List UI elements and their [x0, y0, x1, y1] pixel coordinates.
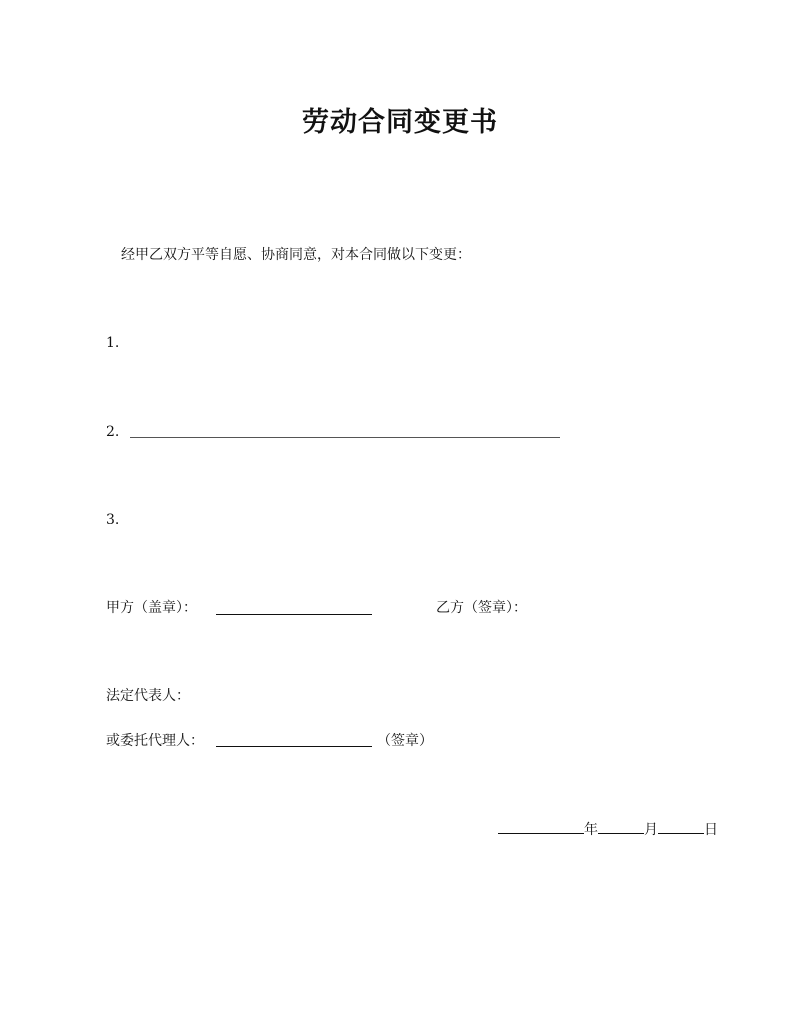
- party-b-label: 乙方（签章）：: [436, 600, 527, 616]
- agent-signature-line: [216, 746, 372, 747]
- year-label: 年: [584, 822, 598, 838]
- party-a-label: 甲方（盖章）：: [106, 600, 197, 616]
- month-blank: [598, 819, 644, 834]
- item-3-number: 3.: [106, 512, 120, 528]
- item-2-number: 2.: [106, 424, 120, 440]
- month-label: 月: [644, 822, 658, 838]
- party-a-signature-line: [216, 614, 372, 615]
- agent-sign-label: （签章）: [377, 733, 433, 749]
- item-1-number: 1.: [106, 335, 120, 351]
- day-blank: [658, 819, 704, 834]
- agent-label: 或委托代理人：: [106, 733, 204, 749]
- item-2-blank-line: [130, 437, 560, 438]
- date-row: [498, 819, 718, 839]
- document-title: 劳动合同变更书: [302, 107, 498, 138]
- day-label: 日: [704, 822, 718, 838]
- year-blank: [498, 819, 584, 834]
- legal-representative-label: 法定代表人：: [106, 688, 190, 704]
- intro-text: 经甲乙双方平等自愿、协商同意，对本合同做以下变更：: [121, 247, 471, 263]
